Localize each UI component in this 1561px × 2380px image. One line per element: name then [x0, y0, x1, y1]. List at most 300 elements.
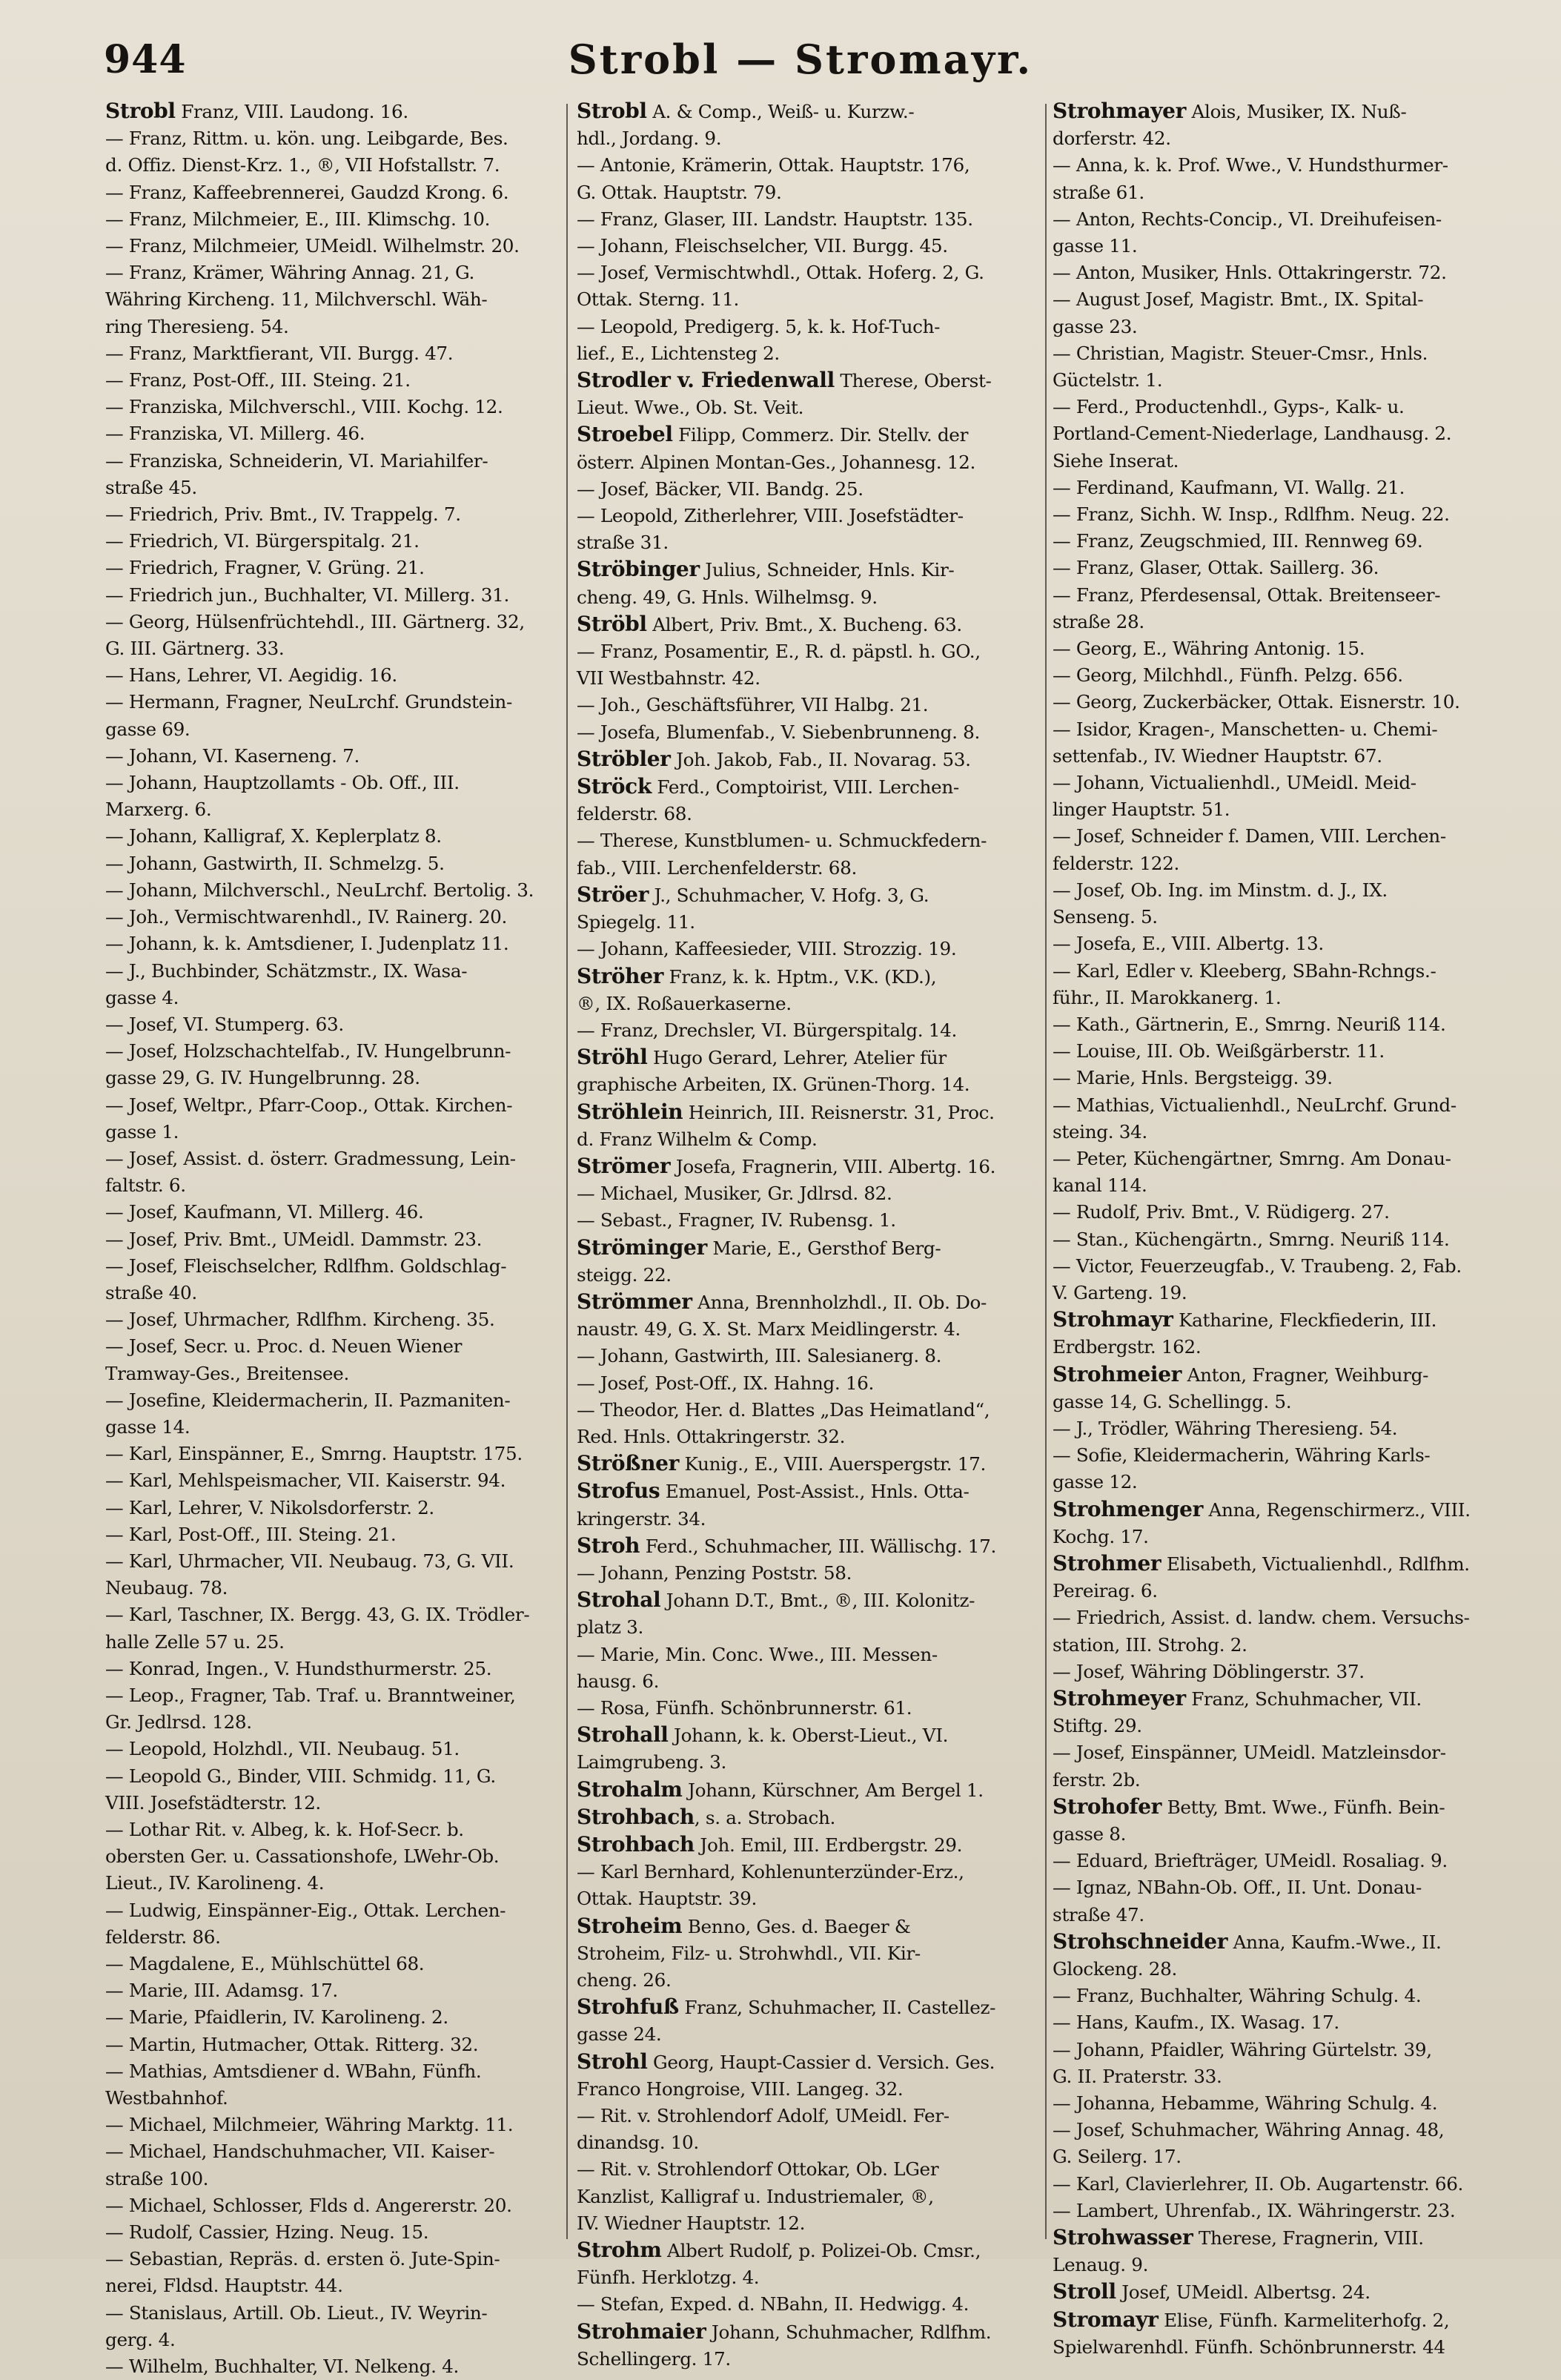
directory-entry-line — [1053, 1065, 1534, 1091]
entry-text: J., Schuhmacher, V. Hofg. 3, G. — [649, 884, 929, 906]
directory-entry-line — [577, 991, 1041, 1017]
entry-text: — Sebast., Fragner, IV. Rubensg. 1. — [577, 1209, 896, 1232]
entry-text: — Johann, Gastwirth, II. Schmelzg. 5. — [105, 852, 445, 874]
directory-entry-line — [105, 98, 553, 125]
directory-entry-line — [1053, 501, 1534, 528]
entry-text: linger Hauptstr. 51. — [1053, 799, 1230, 821]
entry-text: — Friedrich, Priv. Bmt., IV. Trappelg. 7. — [105, 503, 461, 526]
directory-entry-line — [1053, 1253, 1534, 1280]
entry-text: G. Seilerg. 17. — [1053, 2146, 1181, 2168]
surname-heading: Stroll — [1053, 2279, 1116, 2304]
entry-text: — Marie, Hnls. Bergsteigg. 39. — [1053, 1067, 1333, 1089]
entry-text: — Johann, Kalligraf, X. Keplerplatz 8. — [105, 825, 442, 847]
directory-entry-line — [577, 2129, 1041, 2156]
entry-text: — Josef, Schneider f. Damen, VIII. Lerchen- — [1053, 825, 1446, 847]
entry-text: — Friedrich, Fragner, V. Grüng. 21. — [105, 557, 425, 579]
directory-entry-line — [105, 555, 553, 581]
directory-entry-line — [105, 1038, 553, 1065]
entry-text: Therese, Oberst- — [834, 370, 992, 392]
entry-text: Kanzlist, Kalligraf u. Industriemaler, ®, — [577, 2185, 934, 2207]
entry-text: G. Ottak. Hauptstr. 79. — [577, 181, 782, 203]
directory-entry-line — [1053, 582, 1534, 609]
directory-entry-line — [577, 1234, 1041, 1262]
directory-entry-line — [105, 2112, 553, 2138]
directory-entry-line — [577, 1967, 1041, 1994]
entry-text: — Mathias, Amtsdiener d. WBahn, Fünfh. — [105, 2060, 482, 2082]
directory-entry-line — [105, 1656, 553, 1682]
entry-text: felderstr. 122. — [1053, 852, 1179, 874]
directory-entry-line — [105, 1790, 553, 1817]
directory-entry-line — [577, 2103, 1041, 2129]
directory-entry-line — [105, 2138, 553, 2165]
directory-entry-line — [577, 1450, 1041, 1478]
entry-text: gasse 11. — [1053, 235, 1138, 257]
entry-text: — Josef, Post-Off., IX. Hahng. 16. — [577, 1372, 875, 1394]
entry-text: Albert, Priv. Bmt., X. Bucheng. 63. — [646, 613, 962, 635]
directory-entry-line — [1053, 2090, 1534, 2117]
entry-text: fab., VIII. Lerchenfelderstr. 68. — [577, 856, 857, 879]
entry-text: Katharine, Fleckfiederin, III. — [1173, 1309, 1437, 1332]
directory-entry-line — [105, 1172, 553, 1199]
directory-entry-line — [577, 260, 1041, 286]
entry-text: Albert Rudolf, p. Polizei-Ob. Cmsr., — [661, 2240, 981, 2262]
directory-entry-line — [105, 475, 553, 501]
entry-text: — Josef, Priv. Bmt., UMeidl. Dammstr. 23. — [105, 1228, 483, 1250]
directory-entry-line — [1053, 314, 1534, 340]
directory-entry-line — [577, 125, 1041, 152]
directory-entry-line — [105, 2353, 553, 2380]
entry-text: — Karl, Einspänner, E., Smrng. Hauptstr. 175. — [105, 1443, 523, 1465]
directory-entry-line — [1053, 448, 1534, 475]
directory-entry-line — [577, 1913, 1041, 1940]
directory-entry-line — [577, 1940, 1041, 1967]
directory-entry-line — [577, 2291, 1041, 2318]
directory-entry-line — [105, 2272, 553, 2299]
entry-text: — Josef, Ob. Ing. im Minstm. d. J., IX. — [1053, 879, 1388, 901]
entry-text: — Marie, Min. Conc. Wwe., III. Messen- — [577, 1643, 938, 1665]
directory-entry-line — [1053, 2009, 1534, 2036]
entry-text: gasse 14. — [105, 1415, 190, 1438]
directory-entry-line — [1053, 1361, 1534, 1389]
directory-entry-line — [105, 314, 553, 340]
directory-entry-line — [1053, 985, 1534, 1011]
entry-text: A. & Comp., Weiß- u. Kurzw.- — [646, 101, 915, 122]
directory-entry-line — [1053, 2334, 1534, 2361]
entry-text: — Therese, Kunstblumen- u. Schmuckfedern- — [577, 830, 987, 852]
directory-entry-line — [577, 1533, 1041, 1560]
entry-text: Alois, Musiker, IX. Nuß- — [1186, 101, 1407, 122]
directory-entry-line — [1053, 904, 1534, 930]
directory-entry-line — [577, 2210, 1041, 2237]
directory-entry-line — [577, 2156, 1041, 2183]
surname-heading: Strohall — [577, 1722, 669, 1748]
entry-text: straße 40. — [105, 1281, 197, 1303]
surname-heading: Strobl — [105, 99, 176, 123]
directory-entry-line — [105, 286, 553, 313]
entry-text: — Marie, III. Adamsg. 17. — [105, 1980, 338, 2002]
directory-column-3 — [1053, 98, 1534, 2358]
entry-text: Anna, Regenschirmerz., VIII. — [1203, 1498, 1471, 1521]
directory-entry-line — [577, 638, 1041, 665]
directory-entry-line — [1053, 2252, 1534, 2278]
directory-entry-line — [1053, 2198, 1534, 2224]
entry-text: — Magdalene, E., Mühlschüttel 68. — [105, 1953, 425, 1975]
directory-entry-line — [577, 98, 1041, 125]
directory-entry-line — [105, 1951, 553, 1977]
entry-text: Hugo Gerard, Lehrer, Atelier für — [647, 1047, 947, 1069]
surname-heading: Ströbler — [577, 746, 671, 771]
directory-entry-line — [105, 958, 553, 985]
directory-entry-line — [1053, 1146, 1534, 1172]
entry-text: — Josef, Holzschachtelfab., IV. Hungelbrunn- — [105, 1040, 511, 1062]
entry-text: — Stanislaus, Artill. Ob. Lieut., IV. Weyrin- — [105, 2301, 488, 2324]
entry-text: naustr. 49, G. X. St. Marx Meidlingerstr. 4. — [577, 1318, 961, 1341]
entry-text: — Leopold, Predigerg. 5, k. k. Hof-Tuch- — [577, 315, 941, 337]
column-divider — [1045, 104, 1047, 2239]
directory-entry-line — [1053, 1496, 1534, 1524]
entry-text: Elise, Fünfh. Karmeliterhofg. 2, — [1158, 2309, 1450, 2331]
entry-text: — Rit. v. Strohlendorf Ottokar, Ob. LGer — [577, 2158, 939, 2181]
directory-entry-line — [105, 2300, 553, 2327]
directory-entry-line — [577, 1071, 1041, 1098]
running-head: Strobl — Stromayr. — [568, 36, 1033, 83]
entry-text: — Louise, III. Ob. Weißgärberstr. 11. — [1053, 1040, 1385, 1062]
directory-entry-line — [105, 1065, 553, 1091]
entry-text: — Georg, Zuckerbäcker, Ottak. Eisnerstr. 10. — [1053, 691, 1460, 713]
entry-text: Stroheim, Filz- u. Strohwhdl., VII. Kir- — [577, 1942, 921, 1964]
directory-entry-line — [577, 1207, 1041, 1234]
directory-entry-line — [105, 2058, 553, 2085]
directory-entry-line — [1053, 555, 1534, 581]
surname-heading: Strohfuß — [577, 1994, 679, 2020]
directory-entry-line — [1053, 367, 1534, 394]
entry-text: Filipp, Commerz. Dir. Stellv. der — [672, 424, 969, 446]
directory-entry-line — [105, 1441, 553, 1467]
entry-text: gerg. 4. — [105, 2328, 176, 2350]
directory-entry-line — [105, 1548, 553, 1575]
entry-text: gasse 69. — [105, 718, 190, 740]
directory-entry-line — [577, 611, 1041, 638]
entry-text: — Michael, Musiker, Gr. Jdlrsd. 82. — [577, 1183, 892, 1205]
directory-entry-line — [1053, 635, 1534, 662]
entry-text: felderstr. 68. — [577, 803, 692, 825]
directory-entry-line — [577, 1749, 1041, 1776]
entry-text: straße 100. — [105, 2167, 209, 2189]
directory-column-1 — [105, 98, 553, 2378]
directory-entry-line — [1053, 1713, 1534, 1739]
entry-text: — Rudolf, Cassier, Hzing. Neug. 15. — [105, 2221, 429, 2244]
directory-entry-line — [577, 1642, 1041, 1668]
entry-text: — Ferdinand, Kaufmann, VI. Wallg. 21. — [1053, 476, 1405, 498]
surname-heading: Strofus — [577, 1478, 660, 1504]
entry-text: — Franz, Kaffeebrennerei, Gaudzd Krong. 6. — [105, 181, 509, 203]
directory-entry-line — [577, 2318, 1041, 2346]
directory-entry-line — [105, 1601, 553, 1628]
entry-text: Erdbergstr. 162. — [1053, 1336, 1202, 1358]
directory-entry-line — [1053, 1306, 1534, 1334]
entry-text: kanal 114. — [1053, 1174, 1147, 1197]
directory-entry-line — [1053, 930, 1534, 957]
directory-entry-line — [577, 1831, 1041, 1859]
entry-text: — Leopold, Holzhdl., VII. Neubaug. 51. — [105, 1738, 460, 1760]
directory-entry-line — [577, 855, 1041, 882]
directory-entry-line — [1053, 2171, 1534, 2198]
directory-entry-line — [577, 1044, 1041, 1071]
surname-heading: Strohmayr — [1053, 1307, 1173, 1332]
directory-entry-line — [1053, 796, 1534, 823]
surname-heading: Strohmenger — [1053, 1496, 1204, 1521]
entry-text: gasse 12. — [1053, 1471, 1138, 1493]
entry-text: Marie, E., Gersthof Berg- — [706, 1237, 941, 1259]
directory-entry-line — [577, 314, 1041, 340]
directory-entry-line — [1053, 2037, 1534, 2063]
directory-entry-line — [577, 2184, 1041, 2210]
directory-entry-line — [105, 1897, 553, 1924]
entry-text: — Leopold G., Binder, VIII. Schmidg. 11, G. — [105, 1765, 496, 1787]
entry-text: — Hans, Kaufm., IX. Wasag. 17. — [1053, 2012, 1339, 2034]
entry-text: — Theodor, Her. d. Blattes „Das Heimatland“, — [577, 1398, 990, 1421]
directory-entry-line — [1053, 743, 1534, 770]
directory-entry-line — [1053, 1848, 1534, 1874]
entry-text: Kunig., E., VIII. Auerspergstr. 17. — [678, 1453, 986, 1475]
entry-text: — Josef, Vermischtwhdl., Ottak. Hoferg. 2, G. — [577, 262, 984, 284]
directory-entry-line — [577, 1804, 1041, 1831]
directory-entry-line — [1053, 1524, 1534, 1550]
entry-text: Kochg. 17. — [1053, 1525, 1149, 1547]
entry-text: — Leop., Fragner, Tab. Traf. u. Branntweiner, — [105, 1684, 516, 1706]
surname-heading: Strohmayer — [1053, 99, 1187, 123]
directory-entry-line — [1053, 1632, 1534, 1659]
entry-text: halle Zelle 57 u. 25. — [105, 1630, 285, 1653]
entry-text: Benno, Ges. d. Baeger & — [682, 1915, 911, 1937]
directory-entry-line — [577, 1587, 1041, 1614]
entry-text: — Franziska, VI. Millerg. 46. — [105, 423, 365, 445]
surname-heading: Ströhl — [577, 1045, 648, 1070]
entry-text: Senseng. 5. — [1053, 906, 1158, 928]
directory-entry-line — [577, 2346, 1041, 2373]
directory-entry-line — [577, 584, 1041, 611]
entry-text: Heinrich, III. Reisnerstr. 31, Proc. — [683, 1101, 995, 1123]
entry-text: cheng. 26. — [577, 1969, 672, 1991]
entry-text: Anna, Brennholzhdl., II. Ob. Do- — [692, 1291, 987, 1313]
surname-heading: Stroh — [577, 1533, 640, 1558]
directory-entry-line — [105, 420, 553, 447]
directory-entry-line — [1053, 1739, 1534, 1766]
entry-text: Ottak. Hauptstr. 39. — [577, 1888, 757, 1910]
entry-text: Ferd., Comptoirist, VIII. Lerchen- — [651, 776, 959, 799]
directory-entry-line — [577, 909, 1041, 936]
directory-entry-line — [1053, 1119, 1534, 1146]
directory-entry-line — [1053, 850, 1534, 877]
directory-entry-line — [577, 1180, 1041, 1207]
entry-text: lief., E., Lichtensteg 2. — [577, 342, 780, 364]
directory-entry-line — [1053, 152, 1534, 179]
directory-entry-line — [577, 963, 1041, 991]
directory-entry-line — [577, 746, 1041, 773]
entry-text: — Johann, Fleischselcher, VII. Burgg. 45. — [577, 235, 948, 257]
directory-entry-line — [577, 1560, 1041, 1587]
entry-text: Joh. Jakob, Fab., II. Novarag. 53. — [670, 748, 971, 770]
directory-entry-line — [105, 743, 553, 770]
directory-entry-line — [105, 662, 553, 689]
entry-text: führ., II. Marokkanerg. 1. — [1053, 986, 1282, 1008]
entry-text: Marxerg. 6. — [105, 799, 212, 821]
entry-text: — Josef, Secr. u. Proc. d. Neuen Wiener — [105, 1335, 463, 1358]
entry-text: Schellingerg. 17. — [577, 2347, 731, 2370]
directory-entry-line — [105, 1333, 553, 1360]
entry-text: — Konrad, Ingen., V. Hundsthurmerstr. 25. — [105, 1657, 492, 1679]
directory-entry-line — [1053, 662, 1534, 689]
entry-text: — Anna, k. k. Prof. Wwe., V. Hundsthurmer- — [1053, 154, 1448, 176]
entry-text: Anton, Fragner, Weihburg- — [1181, 1363, 1429, 1386]
entry-text: — Johann, Kaffeesieder, VIII. Strozzig. 19. — [577, 938, 957, 960]
entry-text: — Kath., Gärtnerin, E., Smrng. Neuriß 114. — [1053, 1013, 1446, 1035]
entry-text: — Josef, Fleischselcher, Rdlfhm. Goldschlag- — [105, 1255, 507, 1277]
entry-text: Neubaug. 78. — [105, 1577, 228, 1599]
entry-text: V. Garteng. 19. — [1053, 1281, 1187, 1303]
directory-entry-line — [105, 1817, 553, 1843]
directory-entry-line — [577, 1099, 1041, 1126]
directory-entry-line — [105, 1011, 553, 1038]
directory-entry-line — [577, 233, 1041, 260]
entry-text: — Isidor, Kragen-, Manschetten- u. Chemi- — [1053, 718, 1438, 740]
entry-text: — Johann, Victualienhdl., UMeidl. Meid- — [1053, 772, 1416, 794]
entry-text: Franz, Schuhmacher, VII. — [1185, 1688, 1422, 1710]
directory-entry-line — [577, 2264, 1041, 2291]
directory-entry-line — [1053, 394, 1534, 420]
entry-text: steing. 34. — [1053, 1120, 1147, 1143]
surname-heading: Ströbl — [577, 611, 647, 636]
directory-entry-line — [1053, 260, 1534, 286]
directory-entry-line — [1053, 2117, 1534, 2143]
directory-entry-line — [577, 1397, 1041, 1424]
directory-entry-line — [1053, 2063, 1534, 2090]
entry-text: — Josef, Einspänner, UMeidl. Matzleinsdor- — [1053, 1742, 1446, 1764]
directory-entry-line — [105, 394, 553, 420]
directory-entry-line — [577, 1614, 1041, 1641]
directory-entry-line — [1053, 1604, 1534, 1631]
directory-entry-line — [105, 930, 553, 957]
entry-text: — Joh., Vermischtwarenhdl., IV. Rainerg. 20. — [105, 906, 508, 928]
directory-entry-line — [105, 1736, 553, 1762]
entry-text: hausg. 6. — [577, 1670, 660, 1692]
directory-entry-line — [577, 556, 1041, 584]
entry-text: nerei, Fldsd. Hauptstr. 44. — [105, 2275, 343, 2297]
entry-text: — Karl, Lehrer, V. Nikolsdorferstr. 2. — [105, 1496, 434, 1518]
entry-text: Währing Kircheng. 11, Milchverschl. Wäh- — [105, 288, 488, 311]
entry-text: — Franz, Milchmeier, E., III. Klimschg. 10. — [105, 208, 491, 230]
entry-text: gasse 24. — [577, 2023, 662, 2046]
directory-entry-line — [105, 1977, 553, 2004]
entry-text: — Eduard, Briefträger, UMeidl. Rosaliag. 9. — [1053, 1850, 1448, 1872]
directory-entry-line — [1053, 340, 1534, 367]
surname-heading: Ströher — [577, 963, 664, 988]
entry-text: Fünfh. Herklotzg. 4. — [577, 2267, 760, 2289]
surname-heading: Strömer — [577, 1153, 671, 1178]
directory-entry-line — [105, 1361, 553, 1387]
directory-entry-line — [105, 1575, 553, 1601]
directory-entry-line — [105, 1226, 553, 1253]
directory-entry-line — [105, 1495, 553, 1521]
entry-text: Franz, VIII. Laudong. 16. — [175, 101, 408, 122]
entry-text: — Franziska, Schneiderin, VI. Mariahilfer- — [105, 449, 488, 472]
entry-text: hdl., Jordang. 9. — [577, 128, 722, 150]
entry-text: — Karl, Post-Off., III. Steing. 21. — [105, 1523, 397, 1545]
entry-text: — Stefan, Exped. d. NBahn, II. Hedwigg. 4. — [577, 2293, 970, 2315]
entry-text: — Karl, Uhrmacher, VII. Neubaug. 73, G. VII. — [105, 1550, 514, 1572]
entry-text: Spiegelg. 11. — [577, 911, 695, 933]
entry-text: — Josefa, Blumenfab., V. Siebenbrunneng. 8. — [577, 721, 980, 743]
entry-text: — Georg, Hülsenfrüchtehdl., III. Gärtnerg. 32, — [105, 610, 525, 632]
directory-entry-line — [1053, 689, 1534, 715]
directory-entry-line — [1053, 1011, 1534, 1038]
directory-entry-line — [1053, 1469, 1534, 1495]
directory-entry-line — [577, 476, 1041, 503]
entry-text: — Josef, Bäcker, VII. Bandg. 25. — [577, 477, 864, 500]
directory-entry-line — [577, 1478, 1041, 1505]
entry-text: — Johann, Pfaidler, Währing Gürtelstr. 39, — [1053, 2038, 1432, 2060]
entry-text: VIII. Josefstädterstr. 12. — [105, 1791, 321, 1814]
directory-entry-line — [577, 827, 1041, 854]
directory-entry-line — [105, 152, 553, 179]
directory-entry-line — [1053, 1172, 1534, 1199]
directory-entry-line — [1053, 528, 1534, 555]
directory-entry-line — [105, 233, 553, 260]
directory-entry-line — [105, 1467, 553, 1494]
entry-text: Lenaug. 9. — [1053, 2254, 1149, 2276]
directory-entry-line — [105, 1870, 553, 1897]
entry-text: Julius, Schneider, Hnls. Kir- — [699, 559, 955, 581]
directory-entry-line — [105, 2085, 553, 2112]
entry-text: G. II. Praterstr. 33. — [1053, 2065, 1222, 2087]
directory-entry-line — [105, 635, 553, 662]
entry-text: — Sebastian, Repräs. d. ersten ö. Jute-Spin- — [105, 2248, 500, 2270]
directory-entry-line — [577, 1153, 1041, 1180]
directory-entry-line — [577, 2021, 1041, 2048]
entry-text: — Franz, Rittm. u. kön. ung. Leibgarde, Bes. — [105, 128, 508, 150]
entry-text: — Rit. v. Strohlendorf Adolf, UMeidl. Fer- — [577, 2105, 949, 2127]
entry-text: — Josef, VI. Stumperg. 63. — [105, 1013, 344, 1035]
entry-text: Josefa, Fragnerin, VIII. Albertg. 16. — [670, 1155, 996, 1177]
entry-text: — Karl, Taschner, IX. Bergg. 43, G. IX. Trödler- — [105, 1604, 530, 1626]
directory-entry-line — [105, 125, 553, 152]
entry-text: — Peter, Küchengärtner, Smrng. Am Donau- — [1053, 1147, 1451, 1169]
surname-heading: Stroheim — [577, 1913, 683, 1938]
entry-text: — Franz, Marktfierant, VII. Burgg. 47. — [105, 342, 454, 364]
directory-entry-line — [105, 2004, 553, 2031]
entry-text: , s. a. Strobach. — [694, 1806, 836, 1828]
entry-text: cheng. 49, G. Hnls. Wilhelmsg. 9. — [577, 586, 878, 608]
directory-entry-line — [577, 1722, 1041, 1749]
entry-text: — Rosa, Fünfh. Schönbrunnerstr. 61. — [577, 1696, 912, 1719]
entry-text: d. Offiz. Dienst-Krz. 1., ®, VII Hofstallstr. 7. — [105, 154, 500, 176]
directory-entry-line — [577, 1668, 1041, 1695]
entry-text: — Josef, Assist. d. österr. Gradmessung, Lein- — [105, 1147, 516, 1169]
surname-heading: Strodler v. Friedenwall — [577, 368, 835, 393]
entry-text: — Josefine, Kleidermacherin, II. Pazmaniten- — [105, 1389, 511, 1411]
entry-text: Elisabeth, Victualienhdl., Rdlfhm. — [1161, 1553, 1470, 1575]
directory-entry-line — [1053, 1226, 1534, 1253]
directory-entry-line — [577, 1994, 1041, 2021]
directory-entry-line — [105, 1709, 553, 1736]
entry-text: — Georg, Milchhdl., Fünfh. Pelzg. 656. — [1053, 664, 1403, 687]
directory-entry-line — [105, 904, 553, 930]
entry-text: felderstr. 86. — [105, 1926, 221, 1948]
directory-entry-line — [105, 2192, 553, 2219]
entry-text: Red. Hnls. Ottakringerstr. 32. — [577, 1425, 846, 1447]
directory-entry-line — [577, 1506, 1041, 1533]
surname-heading: Strohl — [577, 2049, 648, 2074]
